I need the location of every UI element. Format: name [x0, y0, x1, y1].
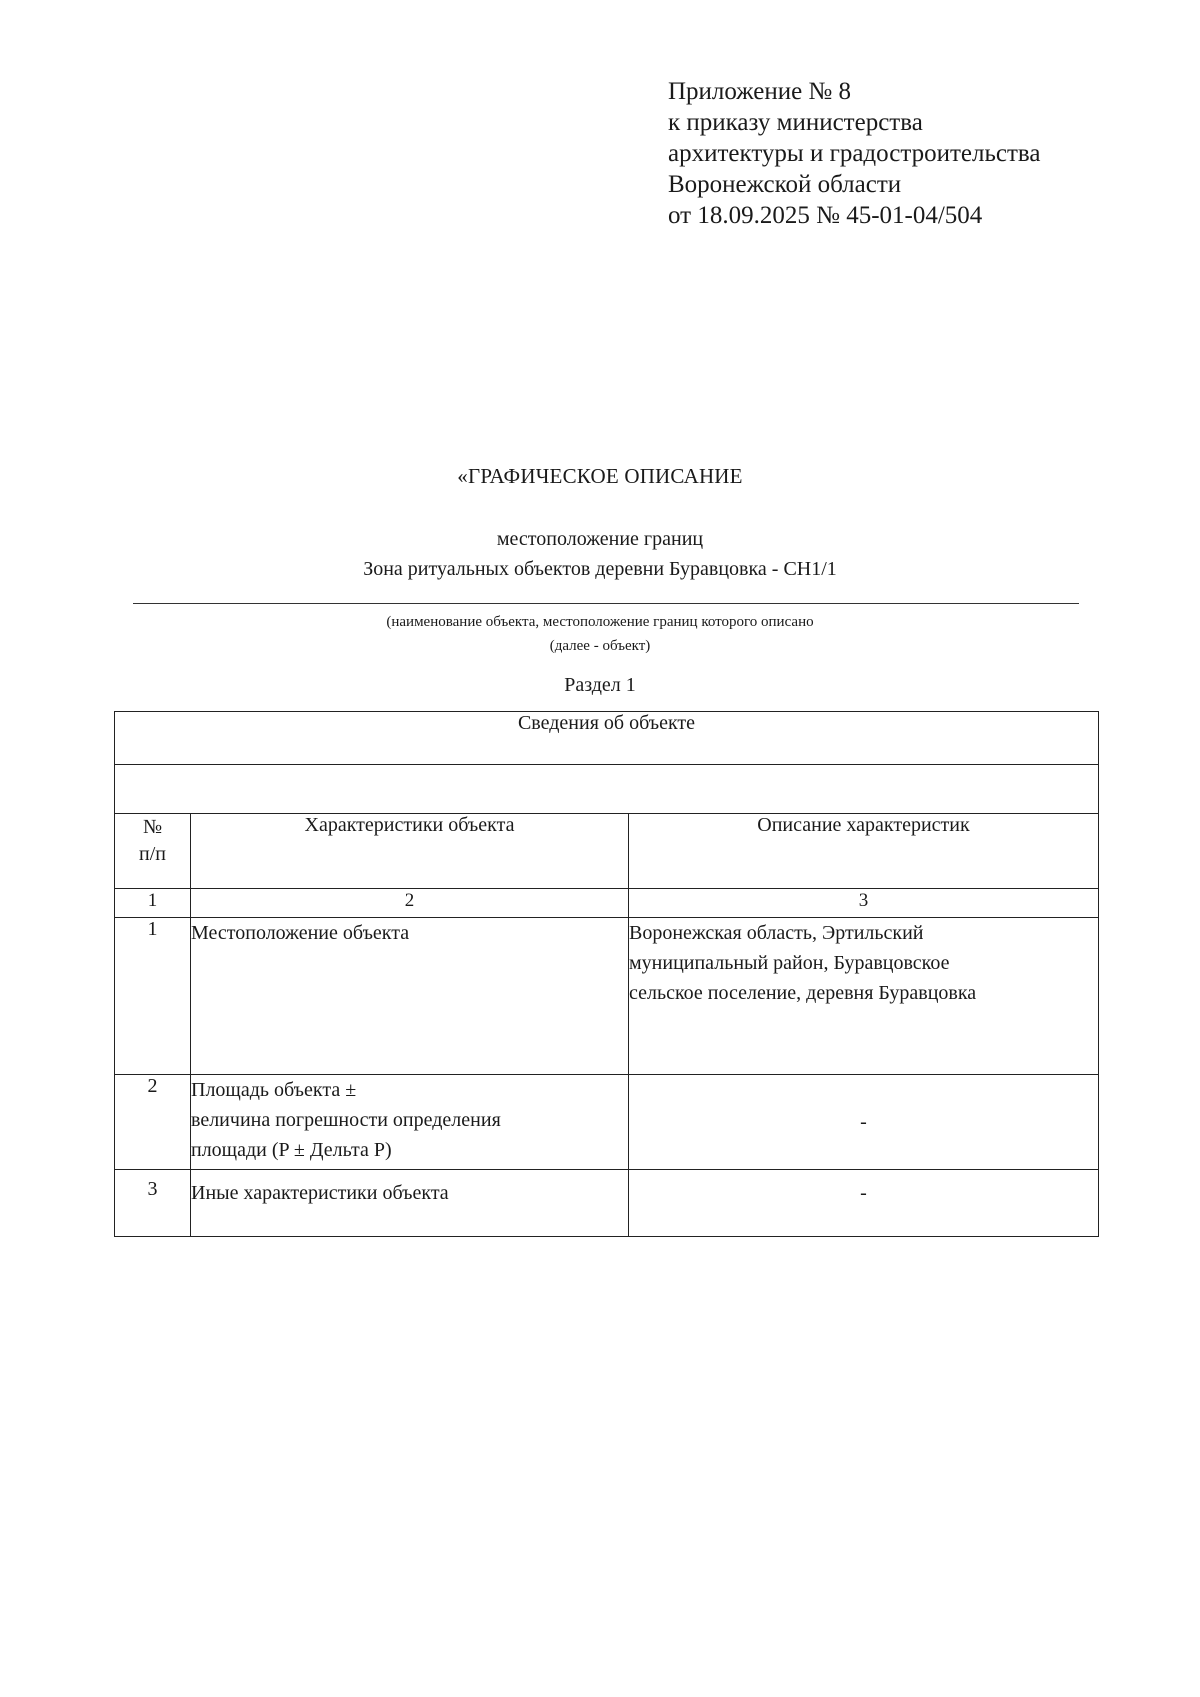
row-number: 2: [115, 1075, 191, 1170]
table-row: [115, 1170, 1099, 1237]
row-characteristic: [191, 918, 629, 1075]
description-line: муниципальный район, Буравцовское: [629, 952, 950, 974]
characteristic-line: Местоположение объекта: [191, 922, 410, 944]
row-description: [629, 918, 1099, 1075]
appendix-line: Воронежской области: [668, 171, 902, 198]
row-characteristic: [191, 1075, 629, 1170]
header-description: Описание характеристик: [629, 814, 1099, 889]
header-num-line: №: [142, 816, 163, 838]
column-number: 2: [191, 889, 629, 918]
document-title: «ГРАФИЧЕСКОЕ ОПИСАНИЕ: [457, 464, 743, 488]
section-title: Раздел 1: [564, 674, 636, 696]
table-header-row: [115, 814, 1099, 889]
table-row: [115, 918, 1099, 1075]
header-num: [115, 814, 191, 889]
table-caption: Сведения об объекте: [115, 712, 1099, 765]
row-description: [629, 1170, 1099, 1237]
table-caption-row: [115, 712, 1099, 765]
description-line: -: [860, 1111, 867, 1133]
blank-cell: [115, 765, 1099, 814]
appendix-line: от 18.09.2025 № 45-01-04/504: [668, 202, 983, 229]
hint-line: (наименование объекта, местоположение границ которого описано: [386, 614, 814, 630]
subtitle-line: местоположение границ: [496, 528, 704, 550]
characteristic-line: площади (P ± Дельта P): [191, 1139, 392, 1161]
appendix-block: [668, 76, 1040, 231]
header-characteristic: Характеристики объекта: [191, 814, 629, 889]
name-hint: [0, 610, 1200, 658]
row-number: 3: [115, 1170, 191, 1237]
document-subtitle: [0, 524, 1200, 584]
column-number: 3: [629, 889, 1099, 918]
hint-line: (далее - объект): [549, 638, 651, 654]
column-number-row: [115, 889, 1099, 918]
column-number: 1: [115, 889, 191, 918]
characteristic-line: Площадь объекта ±: [191, 1079, 357, 1101]
characteristic-line: величина погрешности определения: [191, 1109, 501, 1131]
underline-rule: [133, 603, 1079, 604]
subtitle-line: Зона ритуальных объектов деревни Буравцовка - СН1/1: [363, 558, 837, 580]
appendix-line: Приложение № 8: [668, 78, 852, 105]
description-line: сельское поселение, деревня Буравцовка: [629, 982, 977, 1004]
characteristic-line: Иные характеристики объекта: [191, 1182, 449, 1204]
table-blank-row: [115, 765, 1099, 814]
row-characteristic: [191, 1170, 629, 1237]
description-line: -: [860, 1182, 867, 1204]
header-num-line: п/п: [139, 843, 166, 865]
table-row: [115, 1075, 1099, 1170]
appendix-line: к приказу министерства: [668, 109, 923, 136]
row-number: 1: [115, 918, 191, 1075]
row-description: [629, 1075, 1099, 1170]
object-info-table: [114, 711, 1099, 1237]
appendix-line: архитектуры и градостроительства: [668, 140, 1041, 167]
description-line: Воронежская область, Эртильский: [629, 922, 924, 944]
